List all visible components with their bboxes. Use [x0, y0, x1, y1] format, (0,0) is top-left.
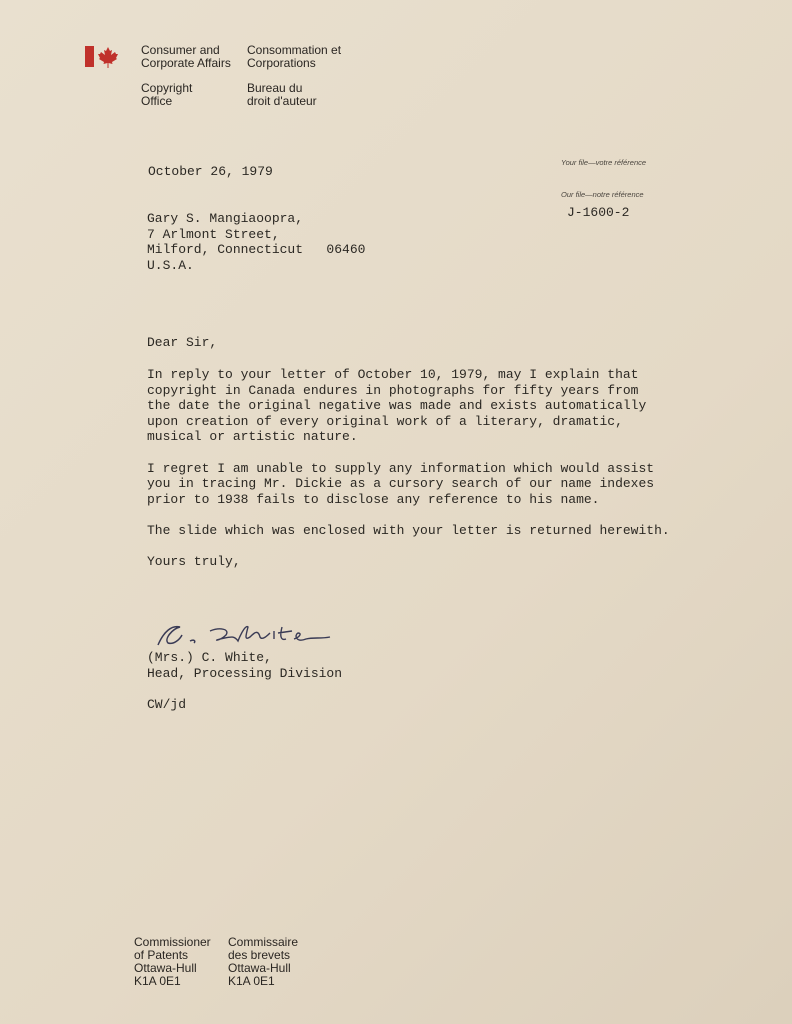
footer-fr-line: K1A 0E1: [228, 974, 275, 988]
dept-en-line: Corporate Affairs: [141, 56, 231, 70]
office-fr-line: Bureau du: [247, 81, 303, 95]
our-file-label: Our file—notre référence: [561, 190, 644, 199]
address-line: Gary S. Mangiaoopra,: [147, 211, 304, 226]
signer-name: (Mrs.) C. White,: [147, 650, 272, 665]
our-file-number: J-1600-2: [567, 205, 630, 220]
department-fr: [247, 44, 341, 70]
salutation: Dear Sir,: [147, 335, 218, 350]
body-paragraph: The slide which was enclosed with your letter is returned herewith.: [147, 522, 670, 538]
office-en: [141, 82, 192, 108]
reference-initials: CW/jd: [147, 697, 187, 712]
recipient-address: [147, 211, 365, 273]
address-line: 7 Arlmont Street,: [147, 226, 280, 242]
dept-fr-line: Consommation et: [247, 43, 342, 57]
your-file-label: Your file—votre référence: [561, 158, 647, 167]
footer-fr-line: des brevets: [228, 948, 291, 962]
dept-en-line: Consumer and: [141, 43, 220, 57]
footer-en: [134, 936, 211, 988]
body-paragraph: I regret I am unable to supply any information which would assist you in tracing Mr. Dickie as a cursory search of our name indexes prior to 1938 fails to disclose any reference to his name.: [147, 460, 655, 507]
footer-fr-line: Commissaire: [228, 935, 299, 949]
signer-title: Head, Processing Division: [147, 665, 343, 681]
canada-flag-logo: [85, 46, 121, 68]
handwritten-signature: [150, 617, 340, 649]
dept-fr-line: Corporations: [247, 56, 316, 70]
office-fr: [247, 82, 317, 108]
footer-fr-line: Ottawa-Hull: [228, 961, 291, 975]
closing: Yours truly,: [147, 554, 241, 570]
footer-en-line: Ottawa-Hull: [134, 961, 197, 975]
letter-body: [147, 367, 670, 585]
signer-block: [147, 650, 342, 681]
footer-en-line: Commissioner: [134, 935, 211, 949]
address-line: U.S.A.: [147, 257, 194, 273]
maple-leaf-icon: [97, 46, 119, 68]
body-paragraph: In reply to your letter of October 10, 1979, may I explain that copyright in Canada endures in photographs for fifty years from the date the original negative was made and exists automatically upon creation of every original work of a literary, dramatic, musical or artistic nature.: [147, 367, 647, 445]
office-en-line: Copyright: [141, 81, 193, 95]
footer-en-line: of Patents: [134, 948, 189, 962]
office-en-line: Office: [141, 94, 173, 108]
address-line: Milford, Connecticut 06460: [147, 242, 366, 258]
letter-date: October 26, 1979: [148, 164, 273, 179]
footer-en-line: K1A 0E1: [134, 974, 181, 988]
footer-fr: [228, 936, 298, 988]
office-fr-line: droit d'auteur: [247, 94, 317, 108]
department-en: [141, 44, 231, 70]
